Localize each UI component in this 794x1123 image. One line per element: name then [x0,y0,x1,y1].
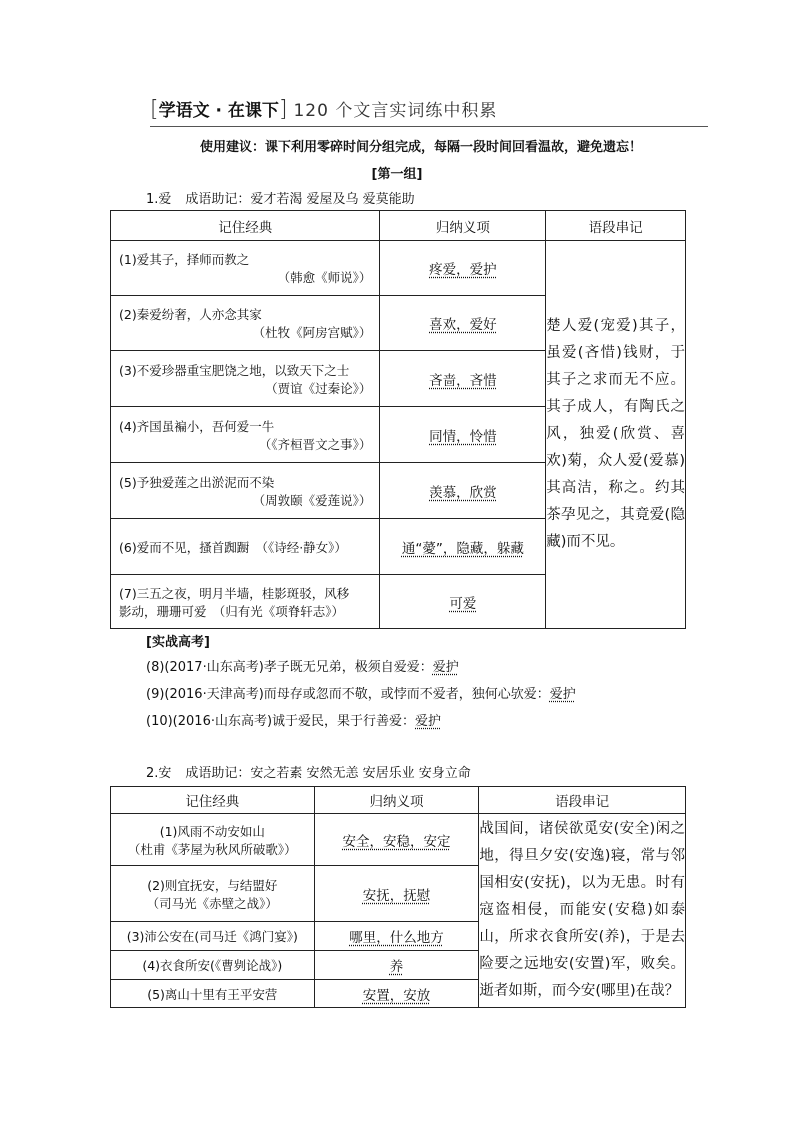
example-source: （杜甫《茅屋为秋风所破歌》） [127,841,297,857]
practice-question: (8)(2017·山东高考)孝子既无兄弟，极须自爱爱： [146,660,433,675]
section-header [150,96,710,126]
example-text: (2)则宜抚安，与结盟好 [147,877,278,893]
col-header-passage: 语段串记 [479,787,686,814]
example-text: (5)离山十里有王平安营 [147,986,278,1002]
practice-answer: 爱护 [415,714,442,729]
section2-word: 2.安 [146,766,172,781]
section1-table [110,210,686,629]
section1-title [146,188,415,207]
group-label: [第一组] [371,167,423,182]
practice-item [146,710,441,729]
col-header-classic: 记住经典 [111,787,315,814]
example-text: (2)秦爱纷奢，人亦念其家 [119,307,262,322]
meaning-text: 安抚，抚慰 [362,887,431,904]
meaning-text: 同情，怜惜 [429,428,497,445]
meaning-text: 通“薆”，隐藏，躲藏 [401,540,524,557]
meaning-text: 安全，安稳，安定 [342,833,451,850]
table-header-row [111,787,686,814]
example-text: (3)沛公安在(司马迁《鸿门宴》) [126,929,298,944]
example-text: (1)爱其子，择师而教之 [119,252,250,267]
col-header-classic: 记住经典 [111,211,380,241]
practice-question: (10)(2016·山东高考)诚于爱民，果于行善爱： [146,714,416,729]
example-source: （杜牧《阿房宫赋》） [252,325,372,340]
meaning-text: 可爱 [449,595,477,612]
example-text: (7)三五之夜，明月半墙，桂影斑驳，风移 [119,585,350,601]
section2-idioms: 成语助记：安之若素 安然无恙 安居乐业 安身立命 [185,766,471,781]
example-text: (4)齐国虽褊小，吾何爱一牛 [119,418,275,434]
meaning-text: 羡慕，欣赏 [429,484,497,501]
header-divider [150,126,708,127]
meaning-text: 吝啬，吝惜 [429,372,497,389]
practice-answer: 爱护 [432,660,459,675]
meaning-text: 安置，安放 [362,987,431,1004]
meaning-text: 养 [389,959,404,975]
practice-question: (9)(2016·天津高考)而母存或忽而不敬，或悖而不爱者，独何心欤爱： [146,687,550,702]
bracket-open: [ [150,97,159,122]
example-source: （贾谊《过秦论》） [265,380,372,396]
table-header-row [111,211,686,241]
usage-suggestion: 使用建议：课下利用零碎时间分组完成，每隔一段时间回看温故，避免遗忘！ [200,140,643,155]
meaning-text: 哪里，什么地方 [349,930,444,946]
example-source: （《齐桓晋文之事》） [258,436,372,452]
table-row [111,814,686,866]
section1-idioms: 成语助记：爱才若渴 爱屋及乌 爱莫能助 [185,192,415,207]
example-source: （司马光《赤壁之战》） [146,895,278,911]
header-tag: 学语文 · 在课下 [158,101,279,121]
example-text: (3)不爱珍器重宝肥饶之地，以致天下之士 [119,362,350,378]
example-text: (5)予独爱莲之出淤泥而不染 [119,474,275,490]
practice-answer: 爱护 [549,687,576,702]
example-source: 影动，珊珊可爱 （归有光《项脊轩志》） [119,603,345,619]
meaning-text: 喜欢，爱好 [429,317,497,333]
col-header-passage: 语段串记 [546,211,686,241]
section2-title [146,762,471,781]
col-header-meaning: 归纳义项 [314,787,479,814]
example-text: (6)爱而不见，搔首踟蹰 （《诗经·静女》） [119,539,347,555]
table-row [111,241,686,296]
example-text: (4)衣食所安(《曹刿论战》) [142,958,283,973]
practice-heading: [实战高考] [146,635,210,650]
passage-text: 战国间，诸侯欲觅安(安全)闲之地，得旦夕安(安逸)寝，常与邻国相安(安抚)，以为无患。时有寇盗相侵，而能安(安稳)如泰山，所求衣食所安(养)，于是去险要之远地安(安置)军，败矣。逝者如斯，而今安(哪里)在哉？ [479,814,686,1008]
example-source: （韩愈《师说》） [277,270,372,285]
example-source: （周敦颐《爱莲说》） [252,492,372,508]
col-header-meaning: 归纳义项 [380,211,546,241]
practice-item [146,683,576,702]
passage-text: 楚人爱(宠爱)其子，虽爱(吝惜)钱财，于其子之求而无不应。其子成人，有陶氏之风，独爱(欣赏、喜欢)菊，众人爱(爱慕)其高洁，称之。约其茶孕见之，其竟爱(隐藏)而不见。 [546,241,686,629]
section2-table [110,786,686,1008]
example-text: (1)风雨不动安如山 [159,823,265,839]
practice-item [146,656,459,675]
bracket-close: ] [278,97,288,122]
section1-word: 1.爱 [146,192,172,207]
header-subtitle: 120 个文言实词练中积累 [293,101,498,121]
meaning-text: 疼爱，爱护 [429,262,497,278]
